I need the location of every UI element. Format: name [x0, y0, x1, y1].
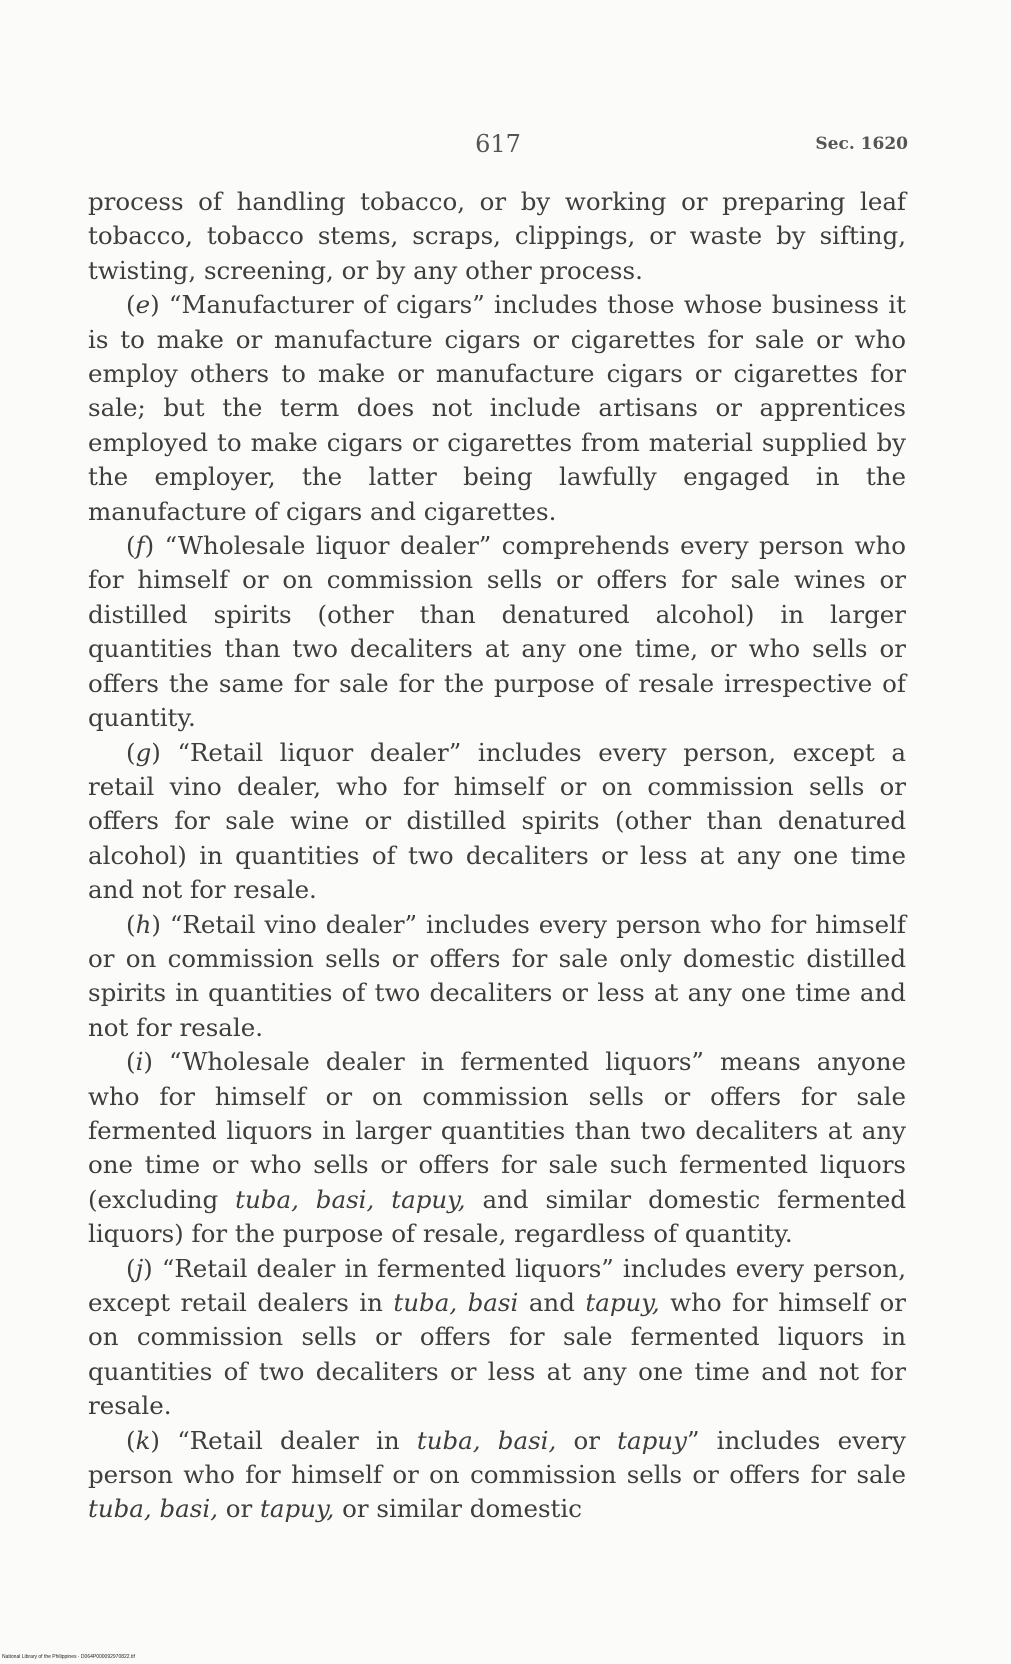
- text-run: ) “Wholesale dealer in fermented liquors” means anyone who for himself or on commission sells or offers for sale fermented liquors in larger quantities than two decaliters at any one time or who sells or offers for sale such fermented liquors (excluding: [88, 1047, 906, 1214]
- paragraph: [88, 736, 906, 908]
- italic-text: h: [135, 909, 152, 939]
- paragraph: [88, 529, 906, 735]
- text-run: and similar domestic fermented liquors) for the purpose of resale, regardless of quantity.: [88, 1184, 907, 1249]
- text-run: (: [126, 1425, 136, 1455]
- italic-text: tapuy: [617, 1425, 687, 1455]
- text-run: ” includes every person who for himself or on commission sells or offers for sale: [88, 1425, 906, 1490]
- text-run: (: [126, 1047, 136, 1077]
- text-run: process of handling tobacco, or by working or preparing leaf tobacco, tobacco stems, scraps, clippings, or waste by sifting, twisting, screening, or by any other process.: [88, 187, 906, 285]
- body-text: [88, 185, 906, 1527]
- text-run: (: [126, 909, 136, 939]
- italic-text: i: [135, 1047, 144, 1077]
- text-run: who for himself or on commission sells or offers for sale fermented liquors in quantities of two decaliters or less at any one time and not for resale.: [88, 1288, 906, 1421]
- italic-text: e: [135, 290, 151, 320]
- text-run: or: [217, 1494, 261, 1524]
- scan-footer: National Library of the Philippines · D064P000092970822.tif: [2, 1654, 135, 1660]
- text-run: and: [518, 1288, 586, 1317]
- paragraph: [88, 1424, 906, 1527]
- text-run: ) “Wholesale liquor dealer” comprehends every person who for himself or on commission sells or offers for sale wines or distilled spirits (other than denatured alcohol) in larger quantities than two decaliters at any one time, or who sells or offers the same for sale for the purpose of resale irrespective of quantity.: [88, 531, 906, 733]
- text-run: or similar domestic: [334, 1494, 582, 1524]
- italic-text: tuba, basi: [393, 1288, 519, 1317]
- text-run: ) “Retail liquor dealer” includes every person, except a retail vino dealer, who for himself or on commission sells or offers for sale wine or distilled spirits (other than denatured alcohol) in quantities of two decaliters or less at any one time and not for resale.: [88, 737, 906, 905]
- italic-text: j: [135, 1253, 144, 1283]
- paragraph: [88, 185, 906, 288]
- text-run: (: [126, 737, 136, 767]
- text-run: (: [126, 531, 136, 561]
- paragraph: [88, 1045, 906, 1251]
- paragraph: [88, 908, 906, 1046]
- text-run: ) “Manufacturer of cigars” includes those whose business it is to make or manufacture cigars or cigarettes for sale or who employ others to make or manufacture cigars or cigarettes for sale; but the term does not include artisans or apprentices employed to make cigars or cigarettes from material supplied by the employer, the latter being lawfully engaged in the manufacture of cigars and cigarettes.: [88, 290, 906, 526]
- italic-text: k: [135, 1425, 151, 1455]
- italic-text: tapuy,: [585, 1288, 660, 1317]
- page-number: 617: [475, 130, 521, 158]
- text-run: ) “Retail dealer in fermented liquors” includes every person, except retail dealers in: [88, 1253, 906, 1317]
- italic-text: tuba, basi, tapuy,: [235, 1184, 466, 1214]
- section-reference: Sec. 1620: [815, 134, 908, 154]
- text-run: (: [126, 1253, 136, 1283]
- text-run: ) “Retail vino dealer” includes every person who for himself or on commission sells or offers for sale only domestic distilled spirits in quantities of two decaliters or less at any one time and not for resale.: [88, 909, 906, 1042]
- paragraph: [88, 1252, 906, 1424]
- text-run: or: [556, 1425, 618, 1455]
- italic-text: tuba, basi,: [416, 1425, 557, 1455]
- paragraph: [88, 288, 906, 529]
- italic-text: tapuy,: [260, 1494, 335, 1524]
- text-run: ) “Retail dealer in: [150, 1425, 417, 1455]
- italic-text: f: [135, 531, 145, 561]
- italic-text: g: [135, 737, 152, 767]
- text-run: (: [126, 290, 136, 320]
- italic-text: tuba, basi,: [88, 1494, 218, 1524]
- running-head: [88, 130, 908, 166]
